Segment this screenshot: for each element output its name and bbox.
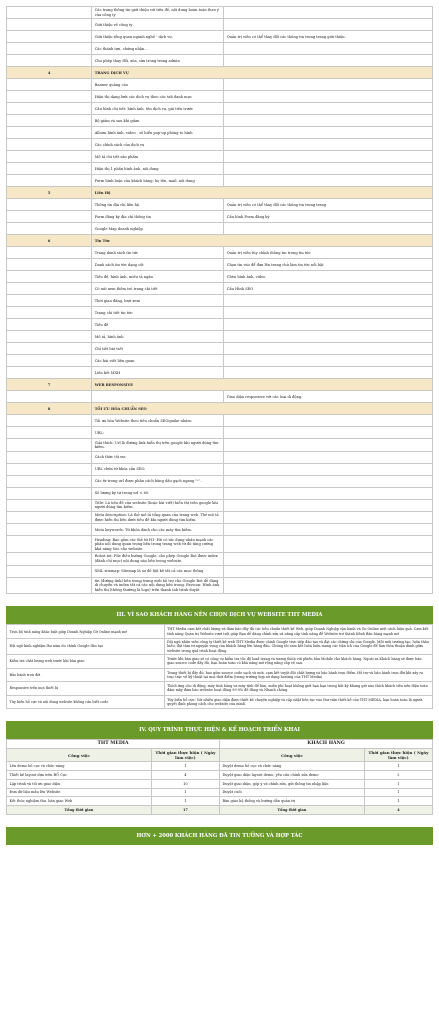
reason-text: Đội ngũ nhân viên công ty thiết kế web THT Media được chính Google trực tiếp đào tạo và đạt các chứng chỉ của Google. Một môi trường tạo, luôn thấu hiểu, đặt tâm tư nguyện vọng của khách hàng lên hàng đầu. Chúng tôi cam kết luôn luôn mang các tiện ích của Google để làm thỏa thuận dành giữa website trong quá trình hoạt động. bbox=[164, 638, 432, 654]
feature-row bbox=[7, 163, 433, 175]
customers-banner: HƠN + 2000 KHÁCH HÀNG ĐÃ TIN TƯỞNG VÀ HỢP TÁC bbox=[6, 827, 433, 845]
note-cell bbox=[224, 331, 433, 343]
feature-row bbox=[7, 19, 433, 31]
empty-cell bbox=[7, 512, 92, 524]
empty-cell bbox=[7, 451, 92, 463]
feature-cell: Các chính sách của dịch vụ bbox=[92, 139, 224, 151]
empty-cell bbox=[7, 427, 92, 439]
feature-cell: Trang danh sách tin tức bbox=[92, 247, 224, 259]
customer-days: 1 bbox=[364, 779, 432, 788]
feature-row bbox=[7, 577, 433, 594]
empty-cell bbox=[7, 151, 92, 163]
feature-row bbox=[7, 427, 433, 439]
empty-cell bbox=[7, 343, 92, 355]
feature-row bbox=[7, 223, 433, 235]
customer-task: Duyệt cuối bbox=[219, 788, 364, 797]
plan-row bbox=[7, 771, 433, 780]
feature-row bbox=[7, 247, 433, 259]
feature-row bbox=[7, 151, 433, 163]
note-cell bbox=[224, 512, 433, 524]
note-cell bbox=[224, 355, 433, 367]
tht-days: 10 bbox=[151, 779, 219, 788]
section-title: Liên Hệ bbox=[92, 187, 433, 199]
note-cell bbox=[224, 427, 433, 439]
total-value: 17 bbox=[151, 805, 219, 814]
feature-row bbox=[7, 343, 433, 355]
tht-task: Lập trình và tối ưu giao diện bbox=[7, 779, 152, 788]
plan-row bbox=[7, 762, 433, 771]
why-choose-banner: III. VÌ SAO KHÁCH HÀNG NÊN CHỌN DỊCH VỤ WEBSITE THT MEDIA bbox=[6, 606, 433, 624]
feature-row bbox=[7, 31, 433, 43]
feature-row bbox=[7, 524, 433, 536]
feature-row bbox=[7, 553, 433, 565]
feature-cell: tin (đường link) bên trong trang web hỗ trợ cho Google Bot dễ dàng di chuyển và index tất cả các nội dung bên trong. Favicon: Hình ảnh hiển thị (thông thường là logo) trên thanh tab trình duyệt bbox=[92, 577, 224, 594]
note-cell bbox=[224, 163, 433, 175]
note-cell: Cấu hình Form đăng ký bbox=[224, 211, 433, 223]
feature-row bbox=[7, 319, 433, 331]
feature-row bbox=[7, 331, 433, 343]
empty-cell bbox=[7, 91, 92, 103]
process-plan-banner: IV. QUY TRÌNH THỰC HIỆN & KẾ HOẠCH TRIỂN KHAI bbox=[6, 721, 433, 739]
why-choose-table bbox=[6, 624, 433, 709]
empty-cell bbox=[7, 439, 92, 451]
feature-cell: Các bài viết liên quan bbox=[92, 355, 224, 367]
feature-row bbox=[7, 451, 433, 463]
feature-cell: Trang chi tiết tin tức bbox=[92, 307, 224, 319]
feature-cell: Tối ưu hóa Website theo tiêu chuẩn SEOquake nhắm: bbox=[92, 415, 224, 427]
customer-task: Duyệt giao diện, góp ý và chỉnh sửa, gửi thông tin nhập liệu bbox=[219, 779, 364, 788]
plan-row bbox=[7, 779, 433, 788]
empty-cell bbox=[7, 524, 92, 536]
feature-cell: URL chứa từ khóa cần SEO. bbox=[92, 463, 224, 475]
feature-row bbox=[7, 55, 433, 67]
reason-row bbox=[7, 668, 433, 682]
note-cell bbox=[224, 223, 433, 235]
note-cell bbox=[224, 367, 433, 379]
feature-cell: URL: bbox=[92, 427, 224, 439]
empty-cell bbox=[7, 553, 92, 565]
section-number: 7 bbox=[7, 379, 92, 391]
reason-text: Thích ứng cho di động, máy tính bảng và máy tính để bàn, miễn phí hoạt không giới hạn hạn trong bất kỳ khung giờ nào thích khách tiêu nên điện toàn đám mây đảm bảo website hoạt động 99.9% để đáng và Nhanh chóng. bbox=[164, 682, 432, 696]
note-cell: Quản trị viên có thể thay đổi các thông tin trong trang giới thiệu. bbox=[224, 31, 433, 43]
empty-cell bbox=[7, 7, 92, 19]
empty-cell bbox=[7, 475, 92, 487]
feature-row bbox=[7, 115, 433, 127]
reason-row bbox=[7, 655, 433, 669]
empty-cell bbox=[7, 199, 92, 211]
feature-row bbox=[7, 487, 433, 499]
note-cell bbox=[224, 127, 433, 139]
section-title: TỐI ƯU HÓA CHUẨN SEO bbox=[92, 403, 433, 415]
reason-text: Trước khi bàn giao sẽ có công cụ kiểm tra tốc độ load trang và tương thích với phiên bản Mobile cho khách hàng. Ngoài ra Khách hàng sẽ được bàn giao source code đầy đủ, bạn hoàn toàn có khả năng mở rộng nâng cấp về sau. bbox=[164, 655, 432, 669]
note-cell: Chèn hình ảnh, video bbox=[224, 271, 433, 283]
empty-cell bbox=[7, 499, 92, 511]
note-cell bbox=[224, 439, 433, 451]
feature-row bbox=[7, 355, 433, 367]
empty-cell bbox=[7, 139, 92, 151]
customer-days: 1 bbox=[364, 797, 432, 806]
time-column-header: Thời gian thực hiện ( Ngày làm việc) bbox=[364, 749, 432, 762]
reason-label: Responsive trên mọi thiết bị bbox=[7, 682, 165, 696]
note-cell bbox=[224, 536, 433, 553]
task-column-header: Công việc bbox=[219, 749, 364, 762]
feature-cell: Các thành tựu, chứng nhận… bbox=[92, 43, 224, 55]
feature-cell: Form đăng ký địa chỉ thông tin bbox=[92, 211, 224, 223]
feature-cell: Cấu hình chi tiết: hình ảnh, tên dịch vụ, giá tiền trước bbox=[92, 103, 224, 115]
section-title: TRANG DỊCH VỤ bbox=[92, 67, 433, 79]
feature-row bbox=[7, 367, 433, 379]
reason-label: Kiểm tra chất lượng web trước khi bàn giao bbox=[7, 655, 165, 669]
note-cell bbox=[224, 343, 433, 355]
tht-task: Lên demo bố cục và chức năng bbox=[7, 762, 152, 771]
tht-days: 1 bbox=[151, 762, 219, 771]
customer-task: Duyệt demo bố cục và chức năng bbox=[219, 762, 364, 771]
empty-cell bbox=[7, 565, 92, 577]
feature-cell: Meta description: Là thẻ mô tả tổng quan của trang web. Thẻ mô tả được hiển thị bên dưới tiêu đề khi người dùng tìm kiếm. bbox=[92, 512, 224, 524]
plan-row bbox=[7, 788, 433, 797]
empty-cell bbox=[7, 175, 92, 187]
empty-cell bbox=[7, 55, 92, 67]
feature-row bbox=[7, 79, 433, 91]
section-header-row bbox=[7, 403, 433, 415]
feature-row bbox=[7, 283, 433, 295]
feature-cell: Chỉ tiết bài viết bbox=[92, 343, 224, 355]
feature-cell: Số lượng ký tự trong url < 60. bbox=[92, 487, 224, 499]
feature-cell: Giới thiệu về công ty bbox=[92, 19, 224, 31]
feature-cell: Album hình ảnh, video , số hiển pop-up phóng to hình bbox=[92, 127, 224, 139]
feature-row bbox=[7, 565, 433, 577]
reason-row bbox=[7, 638, 433, 654]
tht-days: 1 bbox=[151, 797, 219, 806]
feature-cell: Danh sách tin tức dạng cột bbox=[92, 259, 224, 271]
total-label: Tổng thời gian bbox=[219, 805, 364, 814]
note-cell bbox=[224, 79, 433, 91]
feature-row bbox=[7, 307, 433, 319]
feature-cell: Liên kết MXH bbox=[92, 367, 224, 379]
empty-cell bbox=[7, 415, 92, 427]
note-cell bbox=[224, 151, 433, 163]
empty-cell bbox=[7, 391, 92, 403]
feature-cell: XML sitemap: Sitemap là sơ đồ liệt kê tất cả các mục thông bbox=[92, 565, 224, 577]
feature-cell: Cho phép thay đổi, xóa, sửa trong trang admin bbox=[92, 55, 224, 67]
empty-cell bbox=[7, 463, 92, 475]
note-cell bbox=[224, 463, 433, 475]
feature-row bbox=[7, 91, 433, 103]
feature-row bbox=[7, 415, 433, 427]
tht-task: Thiết kế layout dựa trên BỐ Cục bbox=[7, 771, 152, 780]
feature-cell: Hiện thị dạng lưới các dịch vụ theo các tab danh mục bbox=[92, 91, 224, 103]
feature-cell: Mô tả, hình ảnh bbox=[92, 331, 224, 343]
note-cell bbox=[224, 307, 433, 319]
feature-cell: Các từ trong url được phân cách bằng dấu gạch ngang "-". bbox=[92, 475, 224, 487]
note-cell bbox=[224, 451, 433, 463]
reason-row bbox=[7, 682, 433, 696]
section-title: WEB RESPONSIVE bbox=[92, 379, 433, 391]
feature-row bbox=[7, 512, 433, 524]
empty-cell bbox=[7, 31, 92, 43]
note-cell bbox=[224, 415, 433, 427]
process-plan-table bbox=[6, 739, 433, 815]
feature-row bbox=[7, 536, 433, 553]
feature-cell: Google Map doanh nghiệp bbox=[92, 223, 224, 235]
total-value: 4 bbox=[364, 805, 432, 814]
note-cell bbox=[224, 7, 433, 19]
tht-task: Kết thúc nghiệm thu, bàn giao Web bbox=[7, 797, 152, 806]
feature-cell: Thời gian đăng, lượt xem bbox=[92, 295, 224, 307]
section-number: 5 bbox=[7, 187, 92, 199]
feature-cell bbox=[92, 391, 224, 403]
feature-cell: Mô tả chi tiết sản phẩm bbox=[92, 151, 224, 163]
note-cell bbox=[224, 499, 433, 511]
empty-cell bbox=[7, 259, 92, 271]
note-cell bbox=[224, 175, 433, 187]
feature-row bbox=[7, 499, 433, 511]
empty-cell bbox=[7, 247, 92, 259]
note-cell: Quản trị viên tùy chỉnh thông tin trong tin tức bbox=[224, 247, 433, 259]
section-header-row bbox=[7, 379, 433, 391]
empty-cell bbox=[7, 536, 92, 553]
note-cell bbox=[224, 565, 433, 577]
section-number: 6 bbox=[7, 235, 92, 247]
feature-row bbox=[7, 103, 433, 115]
section-header-row bbox=[7, 187, 433, 199]
reason-label: Trọn bộ tính năng khác biệt giúp Doanh Nghiệp Gỡ Online mạnh mẽ bbox=[7, 625, 165, 639]
feature-cell: Meta keywords: Từ khóa dành cho các máy tìm kiếm. bbox=[92, 524, 224, 536]
feature-cell: Cách thức tối ưu: bbox=[92, 451, 224, 463]
empty-cell bbox=[7, 79, 92, 91]
feature-row bbox=[7, 139, 433, 151]
note-cell bbox=[224, 19, 433, 31]
note-cell bbox=[224, 55, 433, 67]
empty-cell bbox=[7, 307, 92, 319]
feature-row bbox=[7, 127, 433, 139]
feature-row bbox=[7, 463, 433, 475]
feature-cell: Title: Là tiêu đề của website (hoặc bài viết) hiển thị trên google khi người dùng tìm kiếm. bbox=[92, 499, 224, 511]
feature-row bbox=[7, 439, 433, 451]
note-cell bbox=[224, 577, 433, 594]
empty-cell bbox=[7, 319, 92, 331]
feature-cell: Giới thiệu tổng quan ngành nghề - dịch vụ. bbox=[92, 31, 224, 43]
empty-cell bbox=[7, 19, 92, 31]
customer-task: Duyệt giao diện layout demo, yêu cầu chỉnh sửa demo bbox=[219, 771, 364, 780]
section-number: 4 bbox=[7, 67, 92, 79]
empty-cell bbox=[7, 43, 92, 55]
empty-cell bbox=[7, 127, 92, 139]
empty-cell bbox=[7, 211, 92, 223]
customer-days: 2 bbox=[364, 771, 432, 780]
note-cell bbox=[224, 43, 433, 55]
feature-cell: Form hình luận của khách hàng: họ tên, mail, nội dung bbox=[92, 175, 224, 187]
section-number: 8 bbox=[7, 403, 92, 415]
tht-days: 1 bbox=[151, 788, 219, 797]
empty-cell bbox=[7, 577, 92, 594]
note-cell bbox=[224, 319, 433, 331]
feature-row bbox=[7, 175, 433, 187]
note-cell bbox=[224, 553, 433, 565]
feature-cell: Giải thích: Url là đường link hiển thị trên google khi người dùng tìm kiếm. bbox=[92, 439, 224, 451]
tht-days: 4 bbox=[151, 771, 219, 780]
customer-heading: KHÁCH HÀNG bbox=[219, 740, 432, 749]
feature-cell: Robot.txt: File điều hướng Google, cho phép Google Bot được index (đánh chỉ mục) nội dung nào bên trong website. bbox=[92, 553, 224, 565]
note-cell: Giao diện responsive với các loại di động. bbox=[224, 391, 433, 403]
note-cell: Cấu Hình SEO bbox=[224, 283, 433, 295]
empty-cell bbox=[7, 367, 92, 379]
note-cell bbox=[224, 91, 433, 103]
empty-cell bbox=[7, 283, 92, 295]
total-label: Tổng thời gian bbox=[7, 805, 152, 814]
section-title: Tin Tức bbox=[92, 235, 433, 247]
reason-row bbox=[7, 695, 433, 709]
empty-cell bbox=[7, 223, 92, 235]
feature-cell: Banner quảng cáo bbox=[92, 79, 224, 91]
feature-row bbox=[7, 475, 433, 487]
reason-label: Bảo hành trọn đời bbox=[7, 668, 165, 682]
feature-row bbox=[7, 199, 433, 211]
reason-label: Tùy biến hỗ cực và nội dung website không cần biết code bbox=[7, 695, 165, 709]
note-cell bbox=[224, 295, 433, 307]
note-cell bbox=[224, 103, 433, 115]
feature-row bbox=[7, 7, 433, 19]
feature-row bbox=[7, 391, 433, 403]
feature-cell: Có nút xem thêm trỏ trang chi tiết bbox=[92, 283, 224, 295]
note-cell: Quản trị viên có thể thay đổi các thông tin trong trang bbox=[224, 199, 433, 211]
customer-task: Bàn giao hệ thống và hướng dẫn quản trị bbox=[219, 797, 364, 806]
note-cell bbox=[224, 139, 433, 151]
customer-days: 1 bbox=[364, 762, 432, 771]
reason-label: Đội ngũ kinh nghiệm lâu năm do chính Google đào tạo bbox=[7, 638, 165, 654]
plan-row bbox=[7, 797, 433, 806]
reason-text: Tùy biến hỗ cực: Với nhiều giao diện được thiết kế chuyên nghiệp và cập nhật liên tục vào thư viện thiết kế của THT MEDIA, bạn hoàn toàn là người quyết định phong cách cho website của mình. bbox=[164, 695, 432, 709]
time-column-header: Thời gian thực hiện ( Ngày làm việc) bbox=[151, 749, 219, 762]
feature-table bbox=[6, 6, 433, 594]
note-cell: Chọn tin vào để đưa lên trang chủ làm tin tức nổi bật bbox=[224, 259, 433, 271]
empty-cell bbox=[7, 295, 92, 307]
note-cell bbox=[224, 487, 433, 499]
feature-cell: Thông tin địa chỉ liên hệ bbox=[92, 199, 224, 211]
note-cell bbox=[224, 475, 433, 487]
section-header-row bbox=[7, 67, 433, 79]
feature-row bbox=[7, 43, 433, 55]
empty-cell bbox=[7, 331, 92, 343]
reason-text: Trang thiết bị đầy đủ, bao gồm source code sạch và mới, cam kết tuyệt đối chất lượng và bảo hành trọn điểm. Hỗ trợ và bảo hành trọn đời khi xảy ra trục trặc về kỹ thuật tại mọi thời điểm (trong trường hợp sử dụng hosting của THT Media) bbox=[164, 668, 432, 682]
tht-task: Đưa dữ liệu mẫu lên Website bbox=[7, 788, 152, 797]
task-column-header: Công việc bbox=[7, 749, 152, 762]
feature-row bbox=[7, 211, 433, 223]
empty-cell bbox=[7, 115, 92, 127]
empty-cell bbox=[7, 163, 92, 175]
feature-row bbox=[7, 259, 433, 271]
tht-media-heading: THT MEDIA bbox=[7, 740, 220, 749]
customer-days: 1 bbox=[364, 788, 432, 797]
feature-cell: Bộ giảm và sau khi giảm bbox=[92, 115, 224, 127]
feature-cell: Tiêu đề bbox=[92, 319, 224, 331]
reason-text: THT Media cam kết chất lượng và đảm bảo đầy đủ các tiêu chuẩn thiết kế Web, giúp Doanh Nghiệp vận hành và Go Online một cách hiệu quả. Cam kết tính năng Quản trị Website vượt trội giúp Bạn dễ dàng chỉnh sửa và nâng cấp tính năng để Website trở thành Kênh Bán hàng mạnh mẽ bbox=[164, 625, 432, 639]
empty-cell bbox=[7, 271, 92, 283]
empty-cell bbox=[7, 487, 92, 499]
feature-cell: Tiêu đề, hình ảnh, miêu tả ngắn bbox=[92, 271, 224, 283]
feature-row bbox=[7, 295, 433, 307]
feature-cell: Hiện thị 1 phần hình ảnh, nội dung bbox=[92, 163, 224, 175]
empty-cell bbox=[7, 103, 92, 115]
feature-cell: Các trang thông tin giới thiệu với tiêu đề, nội dung hoàn toàn theo ý của công ty bbox=[92, 7, 224, 19]
empty-cell bbox=[7, 355, 92, 367]
feature-cell: Heading: Bao gồm các thẻ từ H1- H6 có tác dụng nhấn mạnh các phần nội dung quan trọng bên trong trang web từ đó tăng cường khả năng Seo cho website. bbox=[92, 536, 224, 553]
reason-row bbox=[7, 625, 433, 639]
note-cell bbox=[224, 524, 433, 536]
section-header-row bbox=[7, 235, 433, 247]
feature-row bbox=[7, 271, 433, 283]
note-cell bbox=[224, 115, 433, 127]
